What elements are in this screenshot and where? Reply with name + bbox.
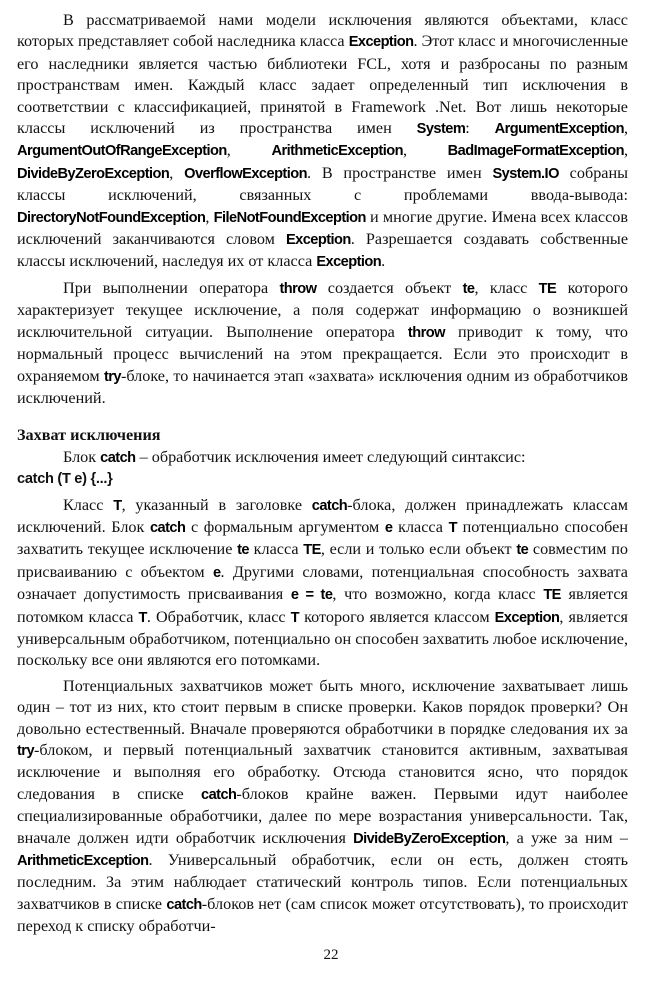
- page-number: 22: [323, 947, 339, 963]
- keyword: DivideByZeroException: [353, 830, 506, 847]
- keyword: BadImageFormatException: [447, 143, 624, 160]
- keyword: catch: [201, 786, 237, 803]
- keyword: TE: [538, 280, 557, 297]
- keyword: System.IO: [492, 165, 559, 182]
- keyword: OverflowException: [184, 165, 307, 182]
- page-body: [17, 10, 628, 938]
- keyword: throw: [407, 324, 445, 341]
- keyword: TE: [303, 542, 321, 559]
- section-heading: Захват исключения: [17, 426, 161, 445]
- keyword: ArgumentException: [494, 121, 624, 138]
- keyword: Exception: [494, 609, 560, 626]
- keyword: Exception: [316, 254, 382, 271]
- keyword: System: [416, 121, 466, 138]
- keyword: ArithmeticException: [271, 143, 403, 160]
- keyword: catch: [311, 497, 348, 514]
- paragraph-catch-class: Класс T, указанный в заголовке catch-блока, должен принадлежать классам исключений. Блок catch с формальным аргументом e класса T потенциально способен захватить текущее исключение te класса TE, если и только если объект te совместим по присваиванию с объектом e. Другими словами, потенциальная способность захвата означает допустимость присваивания e = te, что возможно, когда класс TE является потомком класса T. Обработчик, класс T которого является классом Exception, является универсальным обработчиком, потенциально он способен захватить любое исключение, поскольку все они являются его потомками.: [17, 495, 629, 670]
- keyword: DivideByZeroException: [17, 165, 170, 182]
- keyword: e: [212, 564, 221, 581]
- keyword: Exception: [285, 232, 351, 249]
- keyword: te: [462, 280, 475, 297]
- code-line: catch (T e) {...}: [17, 471, 113, 488]
- keyword: throw: [279, 280, 317, 297]
- keyword: Exception: [348, 34, 414, 51]
- keyword: try: [17, 743, 35, 759]
- keyword: te: [516, 542, 529, 559]
- keyword: FileNotFoundException: [213, 209, 366, 226]
- keyword: catch: [100, 449, 136, 466]
- keyword: e: [384, 519, 393, 536]
- keyword: T: [113, 497, 122, 514]
- keyword: T: [138, 609, 147, 626]
- keyword: te: [237, 542, 249, 559]
- paragraph-throw: При выполнении оператора throw создается объект te, класс TE которого характеризует текущее исключение, а поля содержат информацию о возникшей исключительной ситуации. Выполнение оператора throw приводит к тому, что нормальный процесс вычислений на этом прекращается. Если это происходит в охраняемом try-блоке, то начинается этап «захвата» исключения одним из обработчиков исключений.: [17, 278, 629, 407]
- keyword: catch: [166, 896, 202, 913]
- keyword: catch: [149, 519, 186, 536]
- keyword: ArithmeticException: [17, 853, 149, 870]
- keyword: T: [448, 519, 457, 536]
- paragraph-catch-order: Потенциальных захватчиков может быть много, исключение захватывает лишь один – тот из них, кто стоит первым в списке проверки. Каков порядок проверки? Он довольно естественный. Вначале проверяются обработчики в порядке следования их за try-блоком, и первый потенциальный захватчик становится активным, захватывая исключение и выполняя его обработку. Отсюда становится ясно, что порядок следования в списке catch-блоков крайне важен. Первыми идут наиболее специализированные обработчики, далее по мере возрастания универсальности. Так, вначале должен идти обработчик исключения DivideByZeroException, а уже за ним – ArithmeticException. Универсальный обработчик, если он есть, должен стоять последним. За этим наблюдает статический контроль типов. Если потенциальных захватчиков в списке catch-блоков нет (сам список может отсутствовать), то происходит переход к списку обработчи-: [17, 676, 629, 936]
- keyword: T: [290, 609, 300, 626]
- paragraph-exception-classes: В рассматриваемой нами модели исключения являются объектами, класс которых представляет собой наследника класса Exception. Этот класс и многочисленные его наследники является частью библиотеки FCL, хотя и разбросаны по разным пространствам имен. Каждый класс задает определенный тип исключения в соответствии с классификацией, принятой в Framework .Net. Вот лишь некоторые классы исключений из пространства имен System: ArgumentException, ArgumentOutOfRangeException, ArithmeticException, BadImageFormatException, DivideByZeroException, OverflowException. В пространстве имен System.IO собраны классы исключений, связанных с проблемами ввода-вывода: DirectoryNotFoundException, FileNotFoundException и многие другие. Имена всех классов исключений заканчиваются словом Exception. Разрешается создавать собственные классы исключений, наследуя их от класса Exception.: [17, 11, 629, 271]
- paragraph-catch-syntax: Блок catch – обработчик исключения имеет следующий синтаксис:: [63, 447, 526, 466]
- keyword: TE: [543, 587, 561, 604]
- keyword: DirectoryNotFoundException: [17, 209, 206, 226]
- keyword: try: [103, 368, 121, 385]
- keyword: e = te: [290, 587, 333, 604]
- keyword: ArgumentOutOfRangeException: [17, 143, 227, 160]
